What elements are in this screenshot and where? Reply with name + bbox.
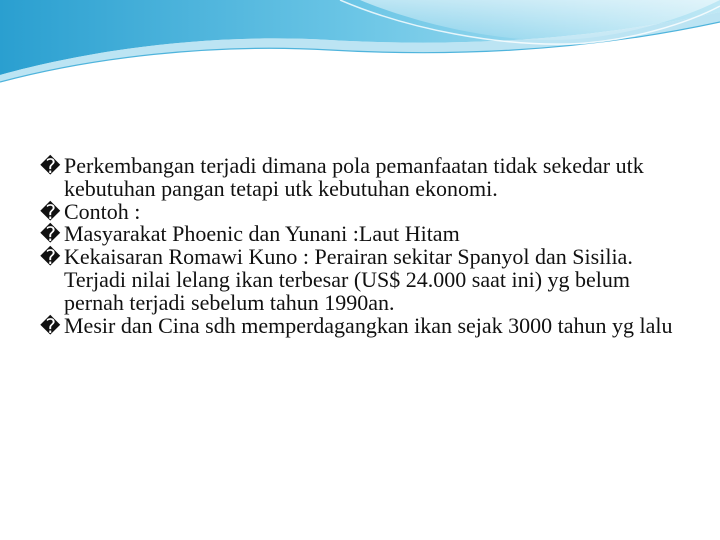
bullet-text: Kekaisaran Romawi Kuno : Perairan sekitar Spanyol dan Sisilia. Terjadi nilai lelang ikan terbesar (US$ 24.000 saat ini) yg belum pernah terjadi sebelum tahun 1990an.	[64, 244, 633, 315]
bullet-item-1	[40, 155, 690, 201]
bullet-glyph-icon: �	[40, 199, 61, 224]
bullet-glyph-icon: �	[40, 154, 61, 178]
bullet-text: Perkembangan terjadi dimana pola pemanfaatan tidak sekedar utk kebutuhan pangan tetapi utk kebutuhan ekonomi.	[64, 153, 644, 201]
bullet-text: Contoh :	[64, 198, 141, 224]
bullet-glyph-icon: �	[40, 245, 61, 270]
bullet-glyph-icon: �	[40, 222, 61, 247]
bullet-item-5	[40, 312, 690, 338]
bullet-item-2	[40, 198, 690, 224]
bullet-item-4	[40, 246, 690, 314]
slide-body	[40, 155, 690, 337]
bullet-text: Masyarakat Phoenic dan Yunani :Laut Hitam	[64, 221, 460, 247]
bullet-glyph-icon: �	[40, 313, 61, 338]
bullet-item-3	[40, 223, 690, 246]
header-wave-decoration	[0, 0, 720, 90]
bullet-text: Mesir dan Cina sdh memperdagangkan ikan sejak 3000 tahun yg lalu	[64, 312, 673, 338]
